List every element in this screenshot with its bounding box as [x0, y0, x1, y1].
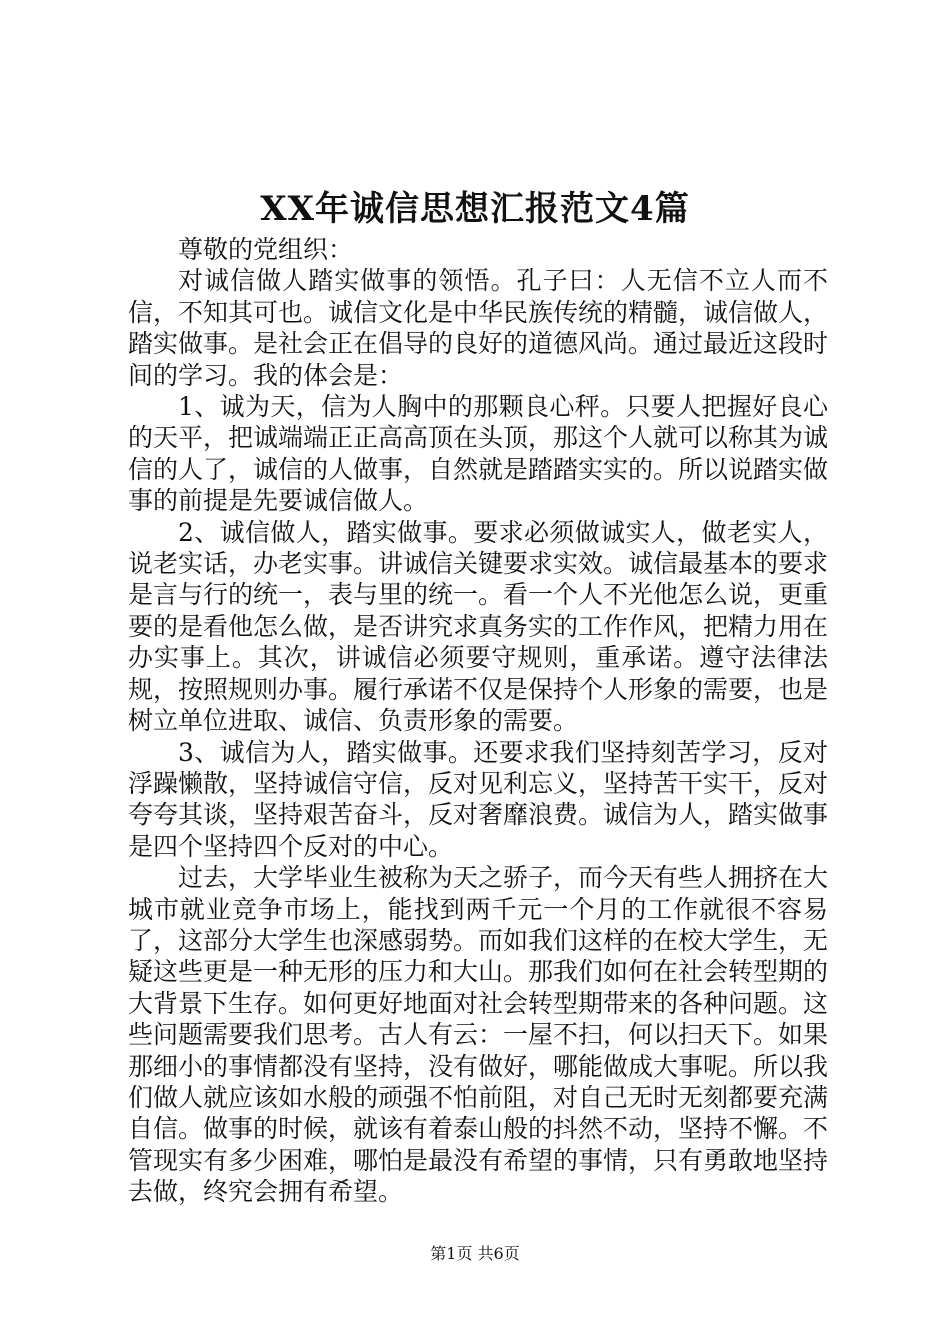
salutation: 尊敬的党组织：: [178, 235, 354, 264]
paragraph-intro: 对诚信做人踏实做事的领悟。孔子曰：人无信不立人而不信，不知其可也。诚信文化是中华民族传统的精髓，诚信做人，踏实做事。是社会正在倡导的良好的道德风尚。通过最近这段时间的学习。我的体会是：: [128, 266, 829, 390]
document-body: [128, 234, 828, 1208]
page-number-footer: 第1页 共6页: [430, 1244, 520, 1263]
paragraph-point-3: 3、诚信为人，踏实做事。还要求我们坚持刻苦学习，反对浮躁懒散，坚持诚信守信，反对见利忘义，坚持苦干实干，反对夸夸其谈，坚持艰苦奋斗，反对奢靡浪费。诚信为人，踏实做事是四个坚持四个反对的中心。: [128, 737, 829, 861]
paragraph-point-1: 1、诚为天，信为人胸中的那颗良心秤。只要人把握好良心的天平，把诚端端正正高高顶在头顶，那这个人就可以称其为诚信的人了，诚信的人做事，自然就是踏踏实实的。所以说踏实做事的前提是先要诚信做人。: [128, 392, 829, 516]
document-title: XX年诚信思想汇报范文4篇: [260, 189, 690, 229]
paragraph-conclusion: 过去，大学毕业生被称为天之骄子，而今天有些人拥挤在大城市就业竞争市场上，能找到两千元一个月的工作就很不容易了，这部分大学生也深感弱势。而如我们这样的在校大学生，无疑这些更是一种无形的压力和大山。那我们如何在社会转型期的大背景下生存。如何更好地面对社会转型期带来的各种问题。这些问题需要我们思考。古人有云：一屋不扫，何以扫天下。如果那细小的事情都没有坚持，没有做好，哪能做成大事呢。所以我们做人就应该如水般的顽强不怕前阻，对自己无时无刻都要充满自信。做事的时候，就该有着泰山般的抖然不动，坚持不懈。不管现实有多少困难，哪怕是最没有希望的事情，只有勇敢地坚持去做，终究会拥有希望。: [128, 863, 829, 1207]
paragraph-point-2: 2、诚信做人，踏实做事。要求必须做诚实人，做老实人，说老实话，办老实事。讲诚信关键要求实效。诚信最基本的要求是言与行的统一，表与里的统一。看一个人不光他怎么说，更重要的是看他怎么做，是否讲究求真务实的工作作风，把精力用在办实事上。其次，讲诚信必须要守规则，重承诺。遵守法律法规，按照规则办事。履行承诺不仅是保持个人形象的需要，也是树立单位进取、诚信、负责形象的需要。: [128, 517, 829, 736]
